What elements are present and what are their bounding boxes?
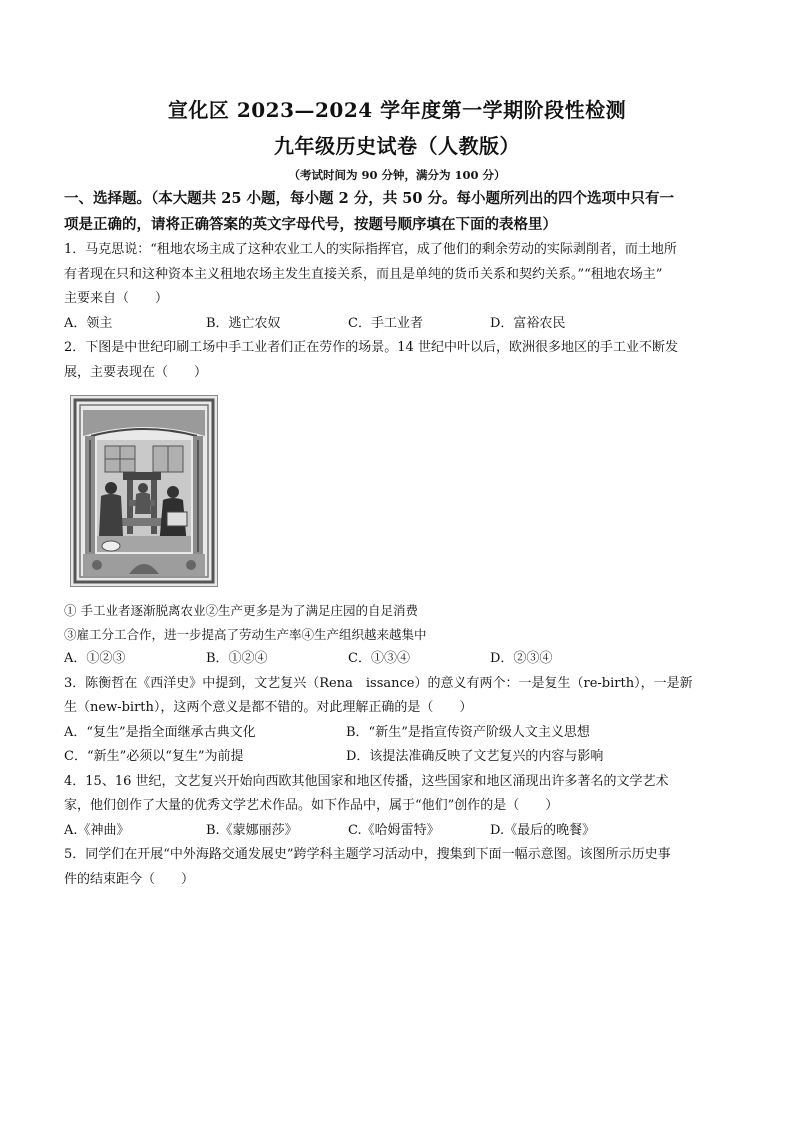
option-c: C．手工业者 bbox=[348, 315, 423, 331]
question-4-line1: 4．15、16 世纪，文艺复兴开始向西欧其他国家和地区传播，这些国家和地区涌现出许多著名的文学艺术 bbox=[64, 773, 669, 789]
question-2-line2: 展，主要表现在（ ） bbox=[64, 364, 208, 380]
section-heading-line2: 项是正确的，请将正确答案的英文字母代号，按题号顺序填在下面的表格里） bbox=[64, 216, 557, 233]
option-b: B．①②④ bbox=[206, 651, 268, 666]
question-3 bbox=[64, 672, 730, 770]
question-3-options-row1 bbox=[64, 721, 730, 746]
question-1-line2: 有者现在只和这种资本主义租地农场主发生直接关系，而且是单纯的货币关系和契约关系。”“租地农场主” bbox=[64, 266, 663, 282]
question-1-options bbox=[64, 312, 730, 337]
question-2-options bbox=[64, 647, 730, 672]
exam-title: 宣化区 2023—2024 学年度第一学期阶段性检测 bbox=[167, 98, 627, 122]
question-4-line2: 家，他们创作了大量的优秀文学艺术作品。如下作品中，属于“他们”创作的是（ ） bbox=[64, 798, 559, 813]
option-d: D.《最后的晚餐》 bbox=[490, 822, 596, 838]
question-1-line1: 1．马克思说：“租地农场主成了这种农业工人的实际指挥官，成了他们的剩余劳动的实际剥削者，而土地所 bbox=[64, 242, 677, 257]
question-2 bbox=[64, 336, 730, 672]
question-5 bbox=[64, 843, 730, 892]
option-c: C.《哈姆雷特》 bbox=[348, 822, 440, 838]
option-c: C．①③④ bbox=[348, 651, 410, 666]
exam-page bbox=[64, 96, 730, 892]
option-a: A.《神曲》 bbox=[64, 822, 130, 838]
question-4-options bbox=[64, 819, 730, 844]
question-3-line1: 3．陈衡哲在《西洋史》中提到，文艺复兴（Rena issance）的意义有两个：一是复生（re-birth），一是新 bbox=[64, 675, 693, 691]
question-2-line1: 2．下图是中世纪印刷工场中手工业者们正在劳作的场景。14 世纪中叶以后，欧洲很多地区的手工业不断发 bbox=[64, 340, 678, 355]
option-a: A．①②③ bbox=[64, 651, 126, 666]
question-5-line2: 件的结束距今（ ） bbox=[64, 871, 195, 887]
printing-workshop-woodcut-image bbox=[70, 395, 218, 587]
question-5-line1: 5．同学们在开展“中外海路交通发展史”跨学科主题学习活动中，搜集到下面一幅示意图。该图所示历史事 bbox=[64, 847, 671, 862]
section-heading-line1: 一、选择题。（本大题共 25 小题，每小题 2 分，共 50 分。每小题所列出的四个选项中只有一 bbox=[64, 190, 674, 207]
option-b: B．“新生”是指宣传资产阶级人文主义思想 bbox=[346, 724, 590, 740]
question-3-line2: 生（new-birth），这两个意义是都不错的。对此理解正确的是（ ） bbox=[64, 700, 473, 715]
option-c: C．“新生”必须以“复生”为前提 bbox=[64, 749, 244, 764]
question-2-statement-1: ① 手工业者逐渐脱离农业②生产更多是为了满足庄园的自足消费 bbox=[64, 603, 418, 618]
option-a: A．“复生”是指全面继承古典文化 bbox=[64, 724, 256, 740]
exam-time-note: （考试时间为 90 分钟，满分为 100 分） bbox=[288, 168, 506, 182]
question-2-statement-2: ③雇工分工合作，进一步提高了劳动生产率④生产组织越来越集中 bbox=[64, 627, 427, 642]
exam-subtitle: 九年级历史试卷（人教版） bbox=[274, 134, 520, 158]
question-3-options-row2 bbox=[64, 745, 730, 770]
option-b: B.《蒙娜丽莎》 bbox=[206, 822, 298, 838]
question-4 bbox=[64, 770, 730, 844]
question-1-line3: 主要来自（ ） bbox=[64, 291, 169, 306]
question-1 bbox=[64, 238, 730, 336]
option-d: D．该提法准确反映了文艺复兴的内容与影响 bbox=[346, 749, 604, 764]
option-b: B．逃亡农奴 bbox=[206, 315, 281, 331]
option-a: A．领主 bbox=[64, 315, 113, 331]
option-d: D．富裕农民 bbox=[490, 315, 566, 331]
option-d: D．②③④ bbox=[490, 651, 553, 666]
